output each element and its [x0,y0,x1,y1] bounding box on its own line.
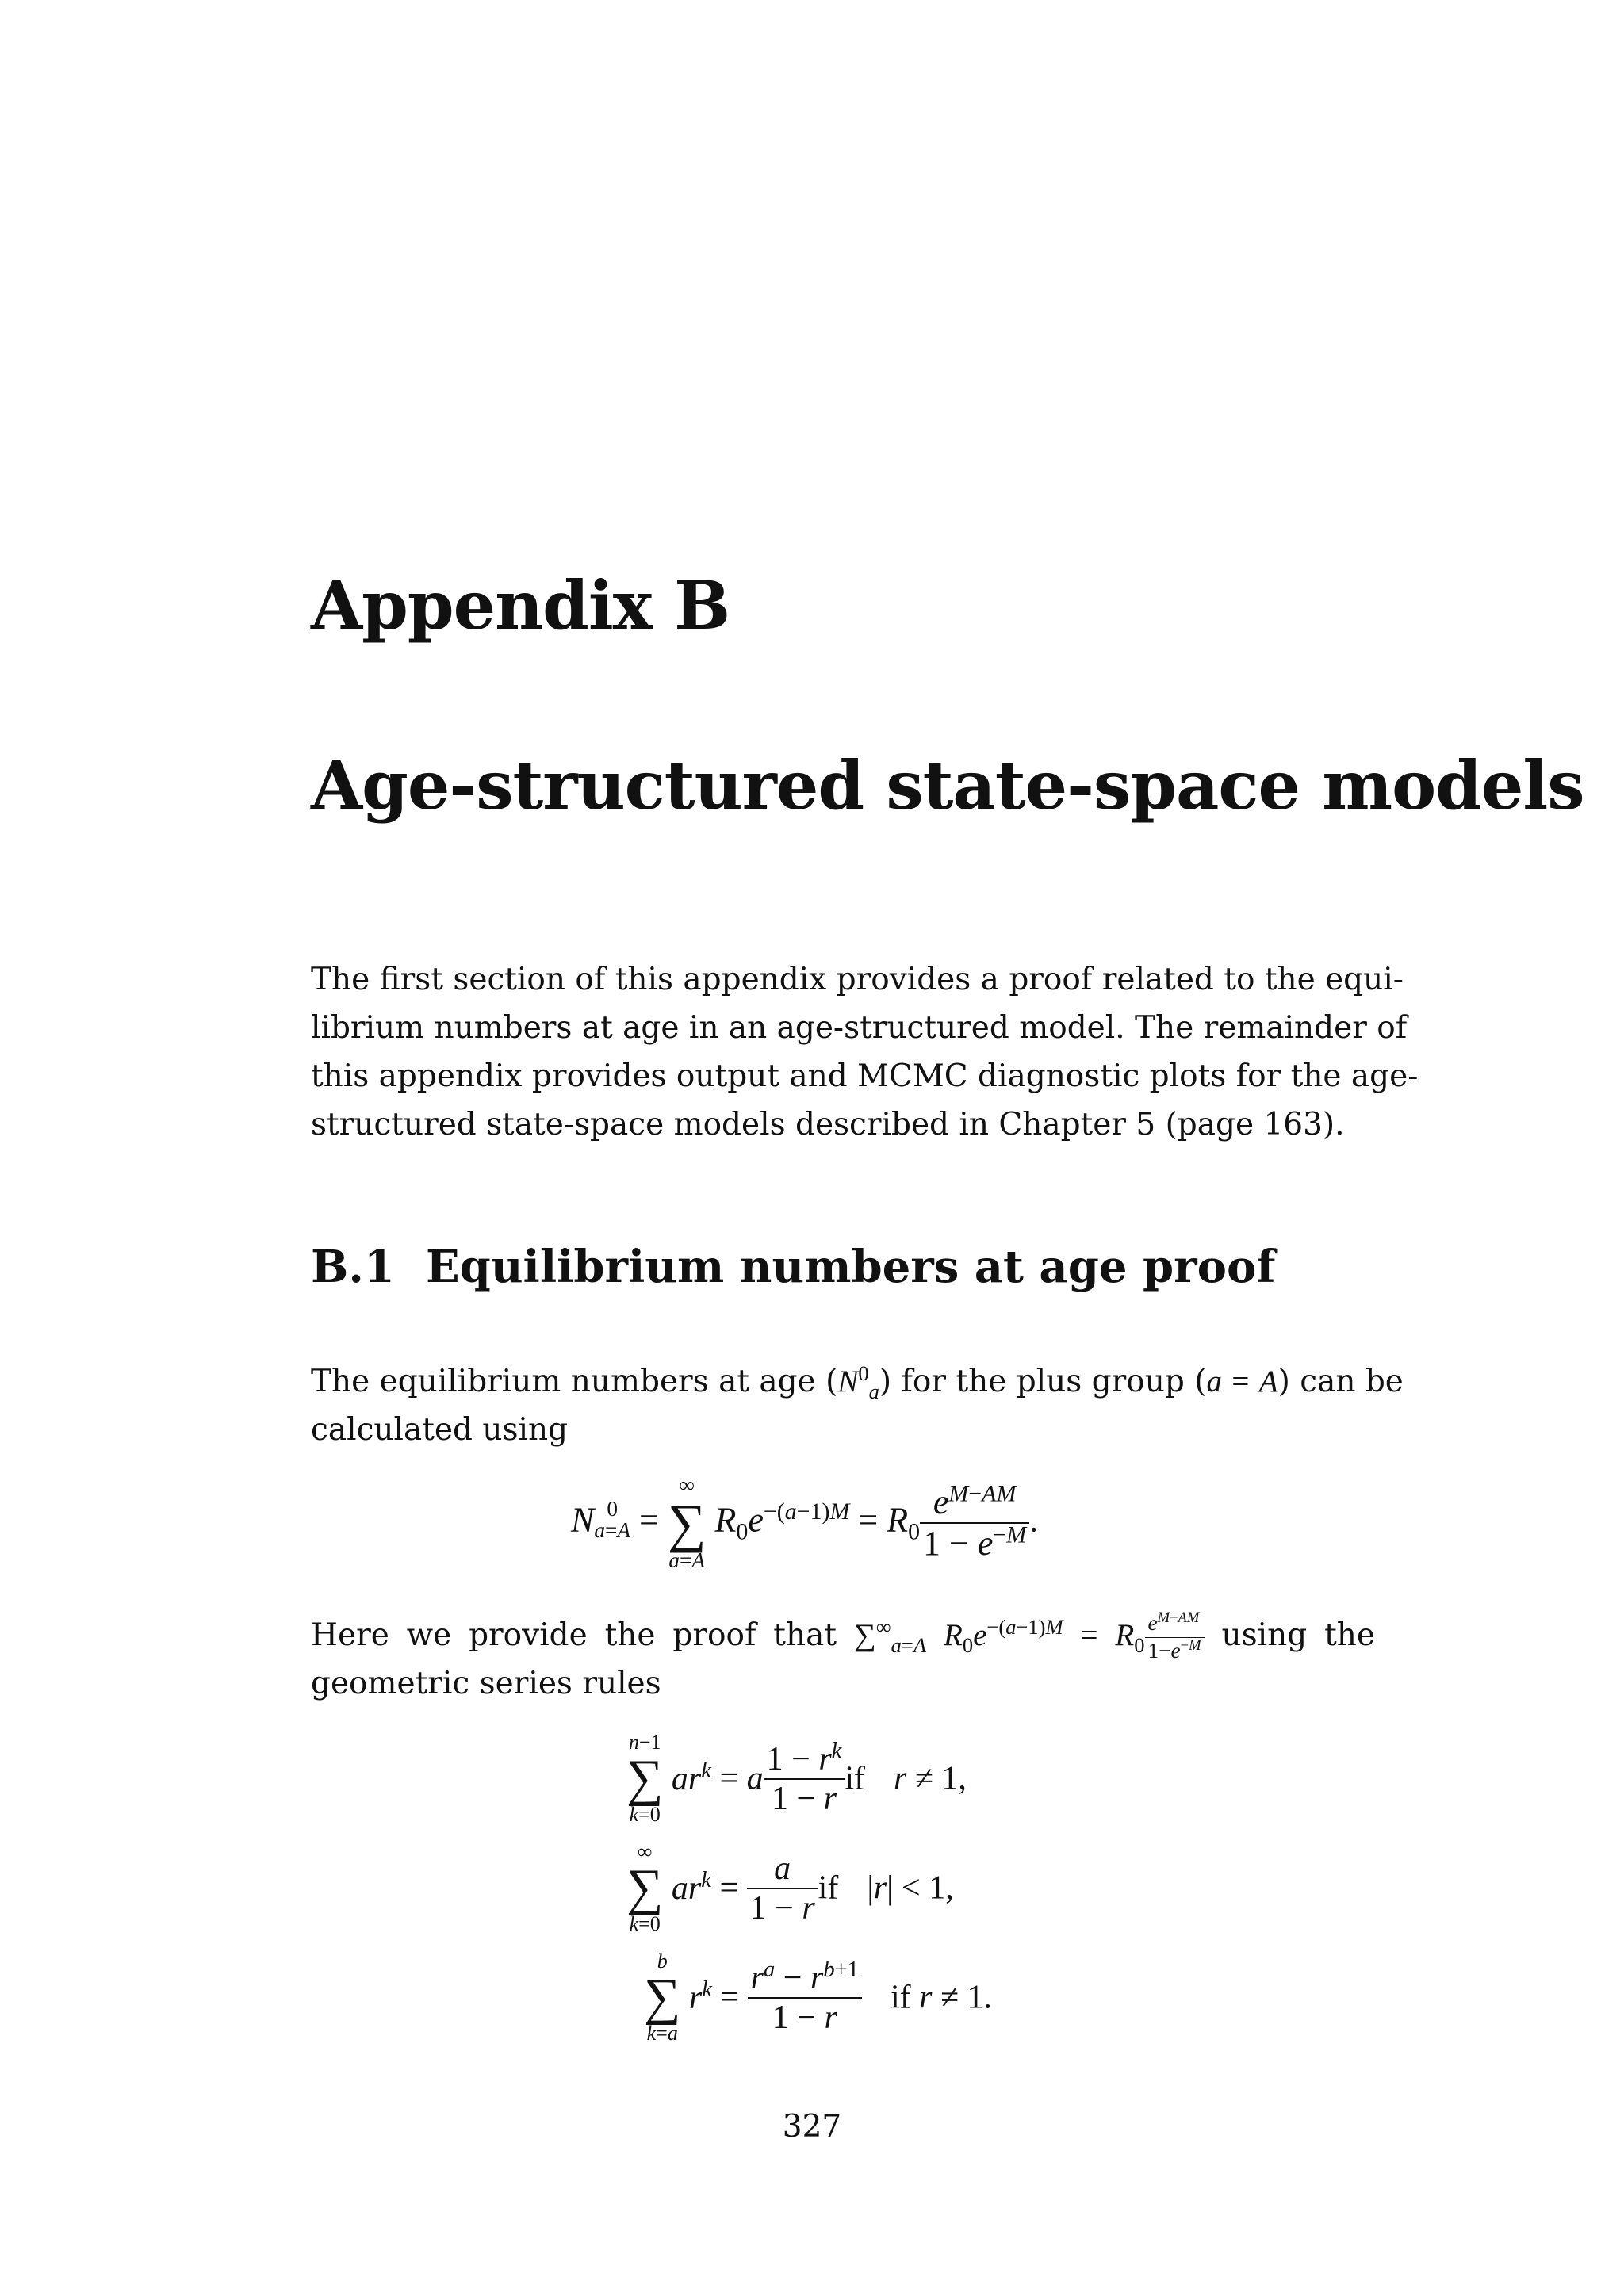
page-number: 327 [782,2109,842,2145]
appendix-label: Appendix B [311,566,730,645]
intro-line: librium numbers at age in an age-structured model. The remainder of [311,1010,1408,1046]
paragraph-line: geometric series rules [311,1666,661,1701]
geometric-series-equations [626,1732,992,2061]
paragraph-line: The equilibrium numbers at age $(N^0_a)$ for the plus group (a = A) can be [311,1361,1404,1403]
math-inline: $N^0_a$ [837,1361,879,1403]
intro-paragraph [311,955,1419,1149]
equation-row: n−1 ∑ k=0 $ar^k = a$ $\frac{1 - r^k}{1 - r}$ if r ≠ 1, [626,1731,967,1827]
equilibrium-paragraph [311,1357,1404,1454]
appendix-title: Age-structured state-space models [311,746,1584,825]
intro-line: The first section of this appendix provides a proof related to the equi- [311,962,1404,997]
proof-paragraph [311,1611,1375,1708]
equation-row: b ∑ k=a $r^k$ = $\frac{r^a - r^{b+1}}{1 - r}$ if r ≠ 1. [644,1950,993,2045]
equation-row: ∞ ∑ k=0 $ar^k$ = $\frac{a}{1 - r}$ if |r| < 1, [626,1840,954,1936]
math-inline: $\sum^\infty_{a=A}$ [853,1615,927,1657]
section-title: Equilibrium numbers at age proof [426,1241,1276,1293]
math-inline: a [1206,1364,1222,1399]
intro-line: this appendix provides output and MCMC diagnostic plots for the age- [311,1058,1419,1094]
paragraph-line: Here we provide the proof that $\sum^\infty_{a=A}$ $R_0e^{-(a-1)M} = R_0$ $\frac{e^{M-AM}}{1-e^{-M}}$ using the [311,1609,1375,1663]
paragraph-line: calculated using [311,1412,569,1448]
display-equation-plus-group: N 0 a=A = ∞ ∑ a=A $R_0e^{-(a-1)M} = R_0$ $\frac{e^{M-AM}}{1 - e^{-M}}$ . [571,1473,1039,1573]
section-number: B.1 [311,1241,395,1293]
section-heading [311,1241,1275,1293]
intro-line: structured state-space models described in Chapter 5 (page 163). [311,1107,1345,1142]
